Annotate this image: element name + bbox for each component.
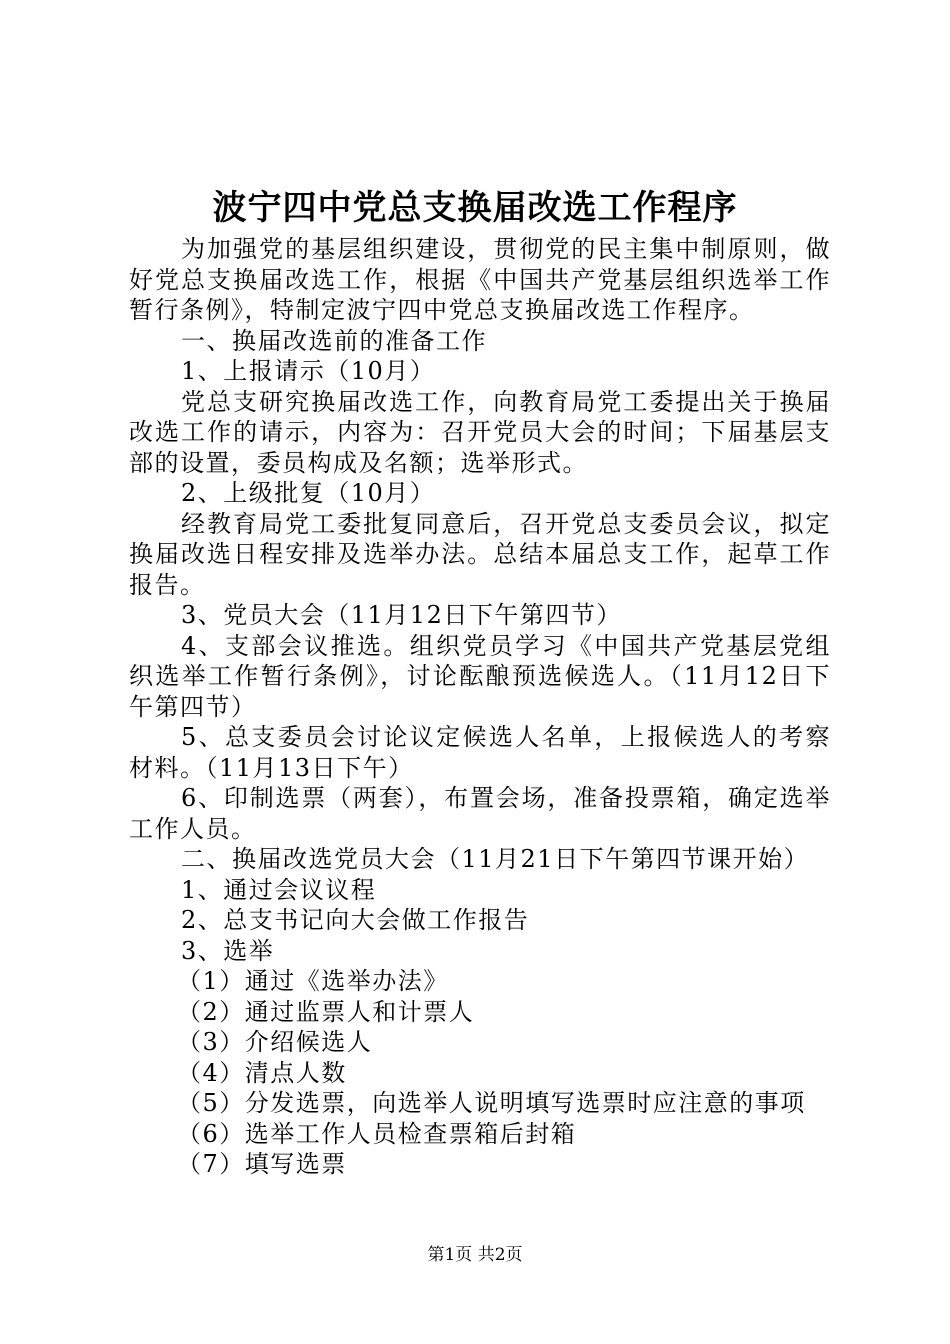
- paragraph-report-request: 党总支研究换届改选工作，向教育局党工委提出关于换届改选工作的请示，内容为：召开党员大会的时间；下届基层支部的设置，委员构成及名额；选举形式。: [129, 387, 831, 477]
- item-candidate-list: 5、总支委员会讨论议定候选人名单，上报候选人的考察材料。（11月13日下午）: [129, 723, 831, 782]
- election-step: （2）通过监票人和计票人: [177, 997, 475, 1026]
- document-body: [129, 234, 831, 1180]
- item-branch-nomination: 4、支部会议推选。组织党员学习《中国共产党基层党组织选举工作暂行条例》，讨论酝酿预选候选人。（11月12日下午第四节）: [129, 631, 831, 721]
- section-heading-general-meeting: 二、换届改选党员大会（11月21日下午第四节课开始）: [181, 845, 810, 873]
- item-work-report: 2、总支书记向大会做工作报告: [181, 906, 530, 934]
- section-heading-preparation: 一、换届改选前的准备工作: [181, 326, 487, 355]
- election-step: （1）通过《选举办法》: [177, 967, 449, 995]
- election-step: （6）选举工作人员检查票箱后封箱: [177, 1119, 577, 1148]
- item-members-meeting: 3、党员大会（11月12日下午第四节）: [181, 601, 622, 629]
- page-title: 波宁四中党总支换届改选工作程序: [212, 188, 738, 228]
- page-footer: 第1页 共2页: [427, 1245, 523, 1265]
- election-step: （5）分发选票，向选举人说明填写选票时应注意的事项: [177, 1089, 806, 1117]
- election-step: （4）清点人数: [177, 1058, 347, 1087]
- intro-paragraph: 为加强党的基层组织建设，贯彻党的民主集中制原则，做好党总支换届改选工作，根据《中国共产党基层组织选举工作暂行条例》，特制定波宁四中党总支换届改选工作程序。: [129, 235, 831, 324]
- paragraph-approval: 经教育局党工委批复同意后，召开党总支委员会议，拟定换届改选日程安排及选举办法。总结本届总支工作，起草工作报告。: [129, 509, 831, 599]
- item-agenda: 1、通过会议议程: [181, 875, 377, 904]
- item-election: 3、选举: [181, 936, 275, 965]
- election-step: （3）介绍候选人: [177, 1028, 373, 1056]
- item-approval: 2、上级批复（10月）: [181, 479, 436, 507]
- item-report-request: 1、上报请示（10月）: [181, 357, 436, 385]
- item-ballot-printing: 6、印制选票（两套），布置会场，准备投票箱，确定选举工作人员。: [129, 784, 831, 843]
- election-step: （7）填写选票: [177, 1150, 347, 1178]
